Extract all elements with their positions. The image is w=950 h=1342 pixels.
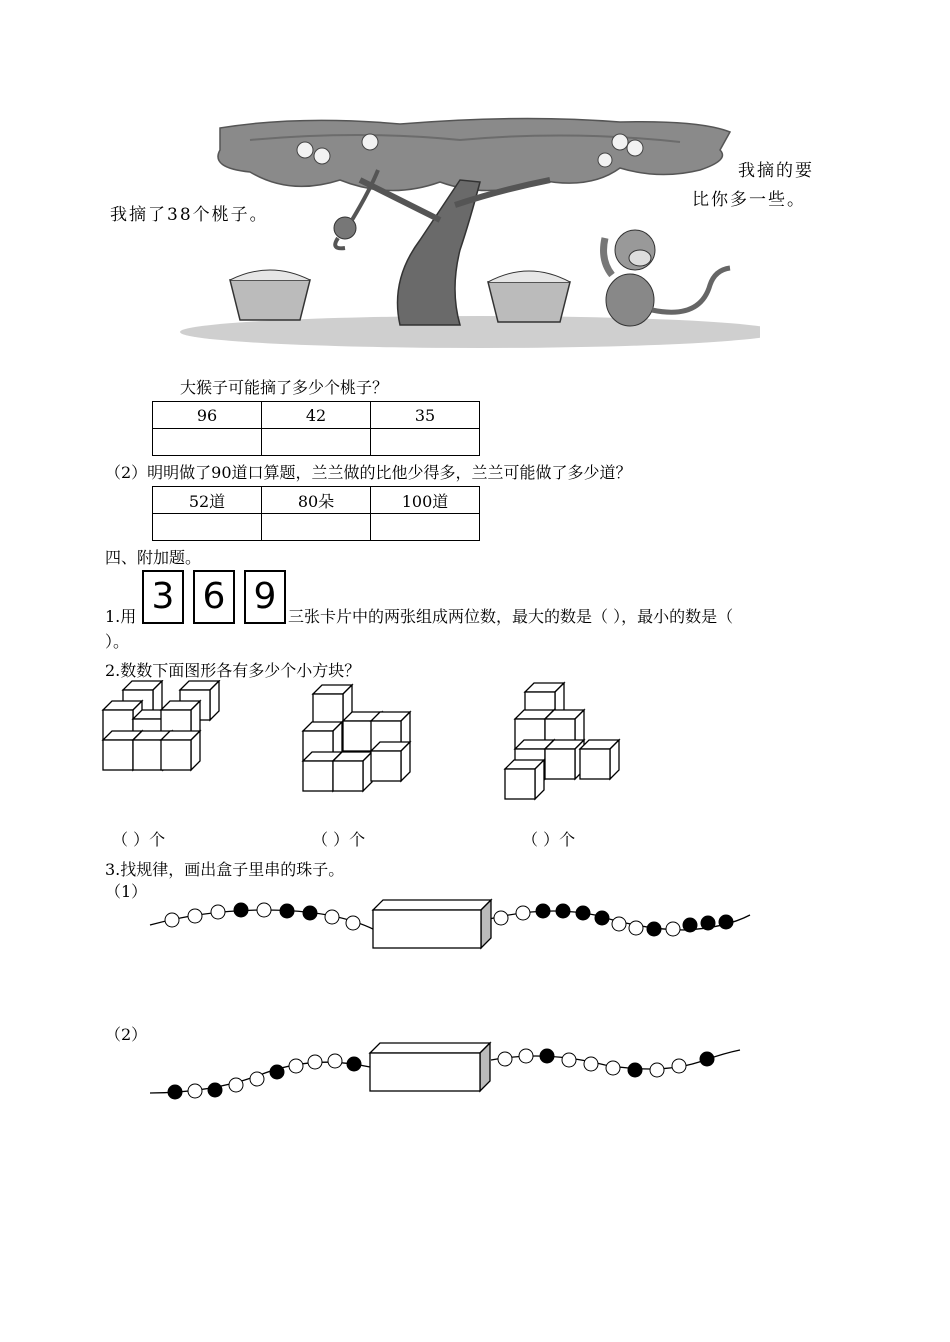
right-speech-line2: 比你多一些。 bbox=[692, 190, 806, 210]
q2-question: （2）明明做了90道口算题，兰兰做的比他少得多，兰兰可能做了多少道？ bbox=[105, 463, 632, 482]
cube-figure-1 bbox=[103, 681, 219, 770]
number-card-9: 9 bbox=[244, 570, 286, 624]
number-card-6: 6 bbox=[193, 570, 235, 624]
q1-option-1: 96 bbox=[153, 402, 262, 429]
q1-option-3: 35 bbox=[371, 402, 480, 429]
cube-figures bbox=[95, 680, 635, 810]
q1-options-table bbox=[152, 401, 480, 456]
cube-figure-2 bbox=[303, 685, 410, 791]
q1-option-2: 42 bbox=[262, 402, 371, 429]
section4-heading: 四、附加题。 bbox=[105, 548, 202, 567]
q2-answer-cell-2[interactable] bbox=[262, 514, 371, 541]
cube-figure-3 bbox=[505, 683, 619, 799]
q2-option-3: 100道 bbox=[371, 487, 480, 514]
q1-answer-cell-2[interactable] bbox=[262, 429, 371, 456]
blank-figure-3[interactable]: （ ）个 bbox=[522, 830, 576, 849]
item1-prefix: 1.用 bbox=[105, 607, 137, 626]
q2-option-2: 80朵 bbox=[262, 487, 371, 514]
blank-figure-2[interactable]: （ ）个 bbox=[312, 830, 366, 849]
bead-string-2 bbox=[145, 1035, 755, 1115]
left-speech-text: 我摘了38个桃子。 bbox=[110, 205, 269, 225]
sub-question-2-label: （2） bbox=[105, 1025, 148, 1044]
right-speech-line1: 我摘的要 bbox=[738, 161, 814, 181]
bead-string-1 bbox=[145, 890, 755, 960]
peach-tree-illustration bbox=[100, 110, 760, 350]
q2-option-1: 52道 bbox=[153, 487, 262, 514]
item2-text: 2.数数下面图形各有多少个小方块？ bbox=[105, 661, 361, 680]
number-card-3: 3 bbox=[142, 570, 184, 624]
blank-figure-1[interactable]: （ ）个 bbox=[112, 830, 166, 849]
q2-answer-cell-3[interactable] bbox=[371, 514, 480, 541]
q1-question: 大猴子可能摘了多少个桃子？ bbox=[180, 378, 389, 397]
item1-text: 三张卡片中的两张组成两位数，最大的数是（ ），最小的数是（ bbox=[288, 607, 734, 626]
q2-answer-cell-1[interactable] bbox=[153, 514, 262, 541]
q1-answer-cell-3[interactable] bbox=[371, 429, 480, 456]
item1-text-cont: ）。 bbox=[105, 632, 130, 651]
item3-text: 3.找规律，画出盒子里串的珠子。 bbox=[105, 860, 345, 879]
sub-question-1-label: （1） bbox=[105, 882, 148, 901]
q1-answer-cell-1[interactable] bbox=[153, 429, 262, 456]
q2-options-table bbox=[152, 486, 480, 541]
